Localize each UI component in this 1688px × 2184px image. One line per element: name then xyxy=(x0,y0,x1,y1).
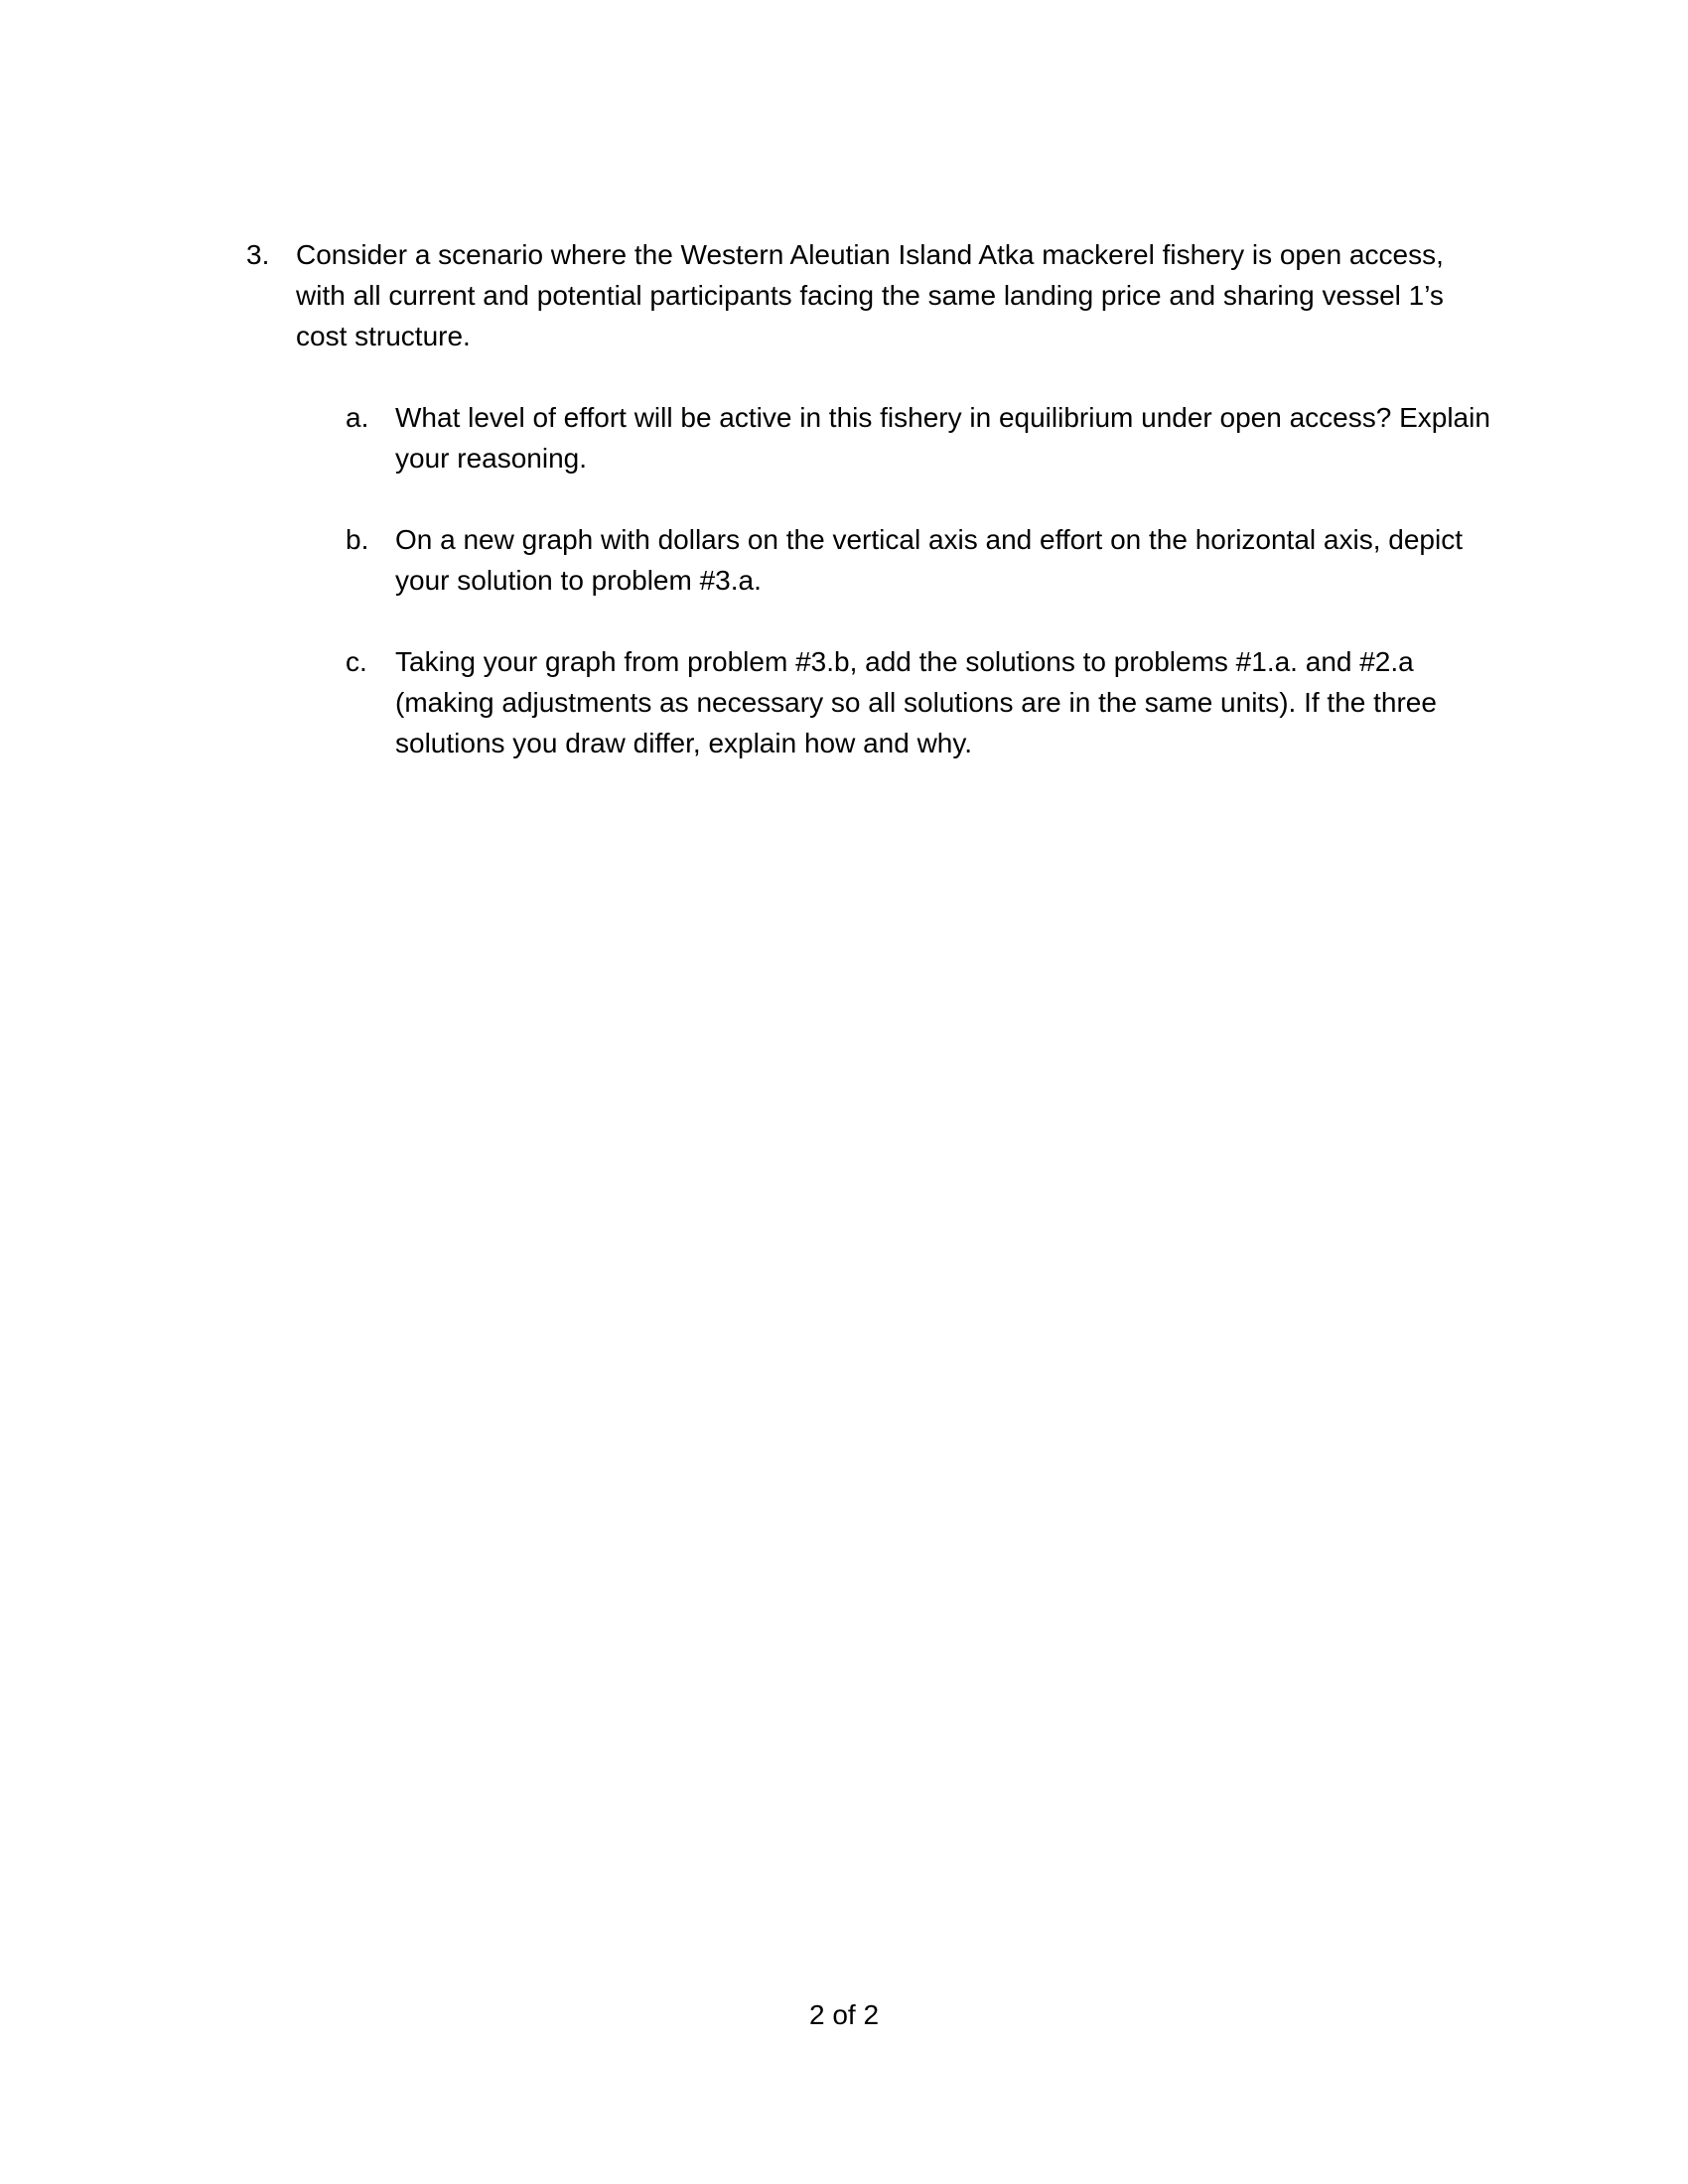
sub-question-text: Taking your graph from problem #3.b, add the solutions to problems #1.a. and #2.a (making adjustments as necessary so all solutions are in the same units). If the three solutions you draw differ, explain how and why. xyxy=(395,646,1437,758)
sub-question-label: c. xyxy=(346,646,367,677)
sub-question-list xyxy=(246,397,1490,763)
sub-question-b xyxy=(346,519,1477,601)
question-stem xyxy=(246,234,1477,356)
sub-question-a xyxy=(346,397,1490,478)
sub-question-label: a. xyxy=(346,402,369,433)
sub-question-label: b. xyxy=(346,524,369,555)
sub-question-text: On a new graph with dollars on the vertical axis and effort on the horizontal axis, depict your solution to problem #3.a. xyxy=(395,524,1463,596)
question-number: 3. xyxy=(246,239,270,270)
question-text: Consider a scenario where the Western Aleutian Island Atka mackerel fishery is open access, with all current and potential participants facing the same landing price and sharing vessel 1’s cost structure. xyxy=(296,239,1444,351)
question-3 xyxy=(246,234,1490,804)
page-number-footer: 2 of 2 xyxy=(808,1999,880,2030)
sub-question-text: What level of effort will be active in this fishery in equilibrium under open access? Explain your reasoning. xyxy=(395,402,1490,474)
sub-question-c xyxy=(346,641,1477,763)
